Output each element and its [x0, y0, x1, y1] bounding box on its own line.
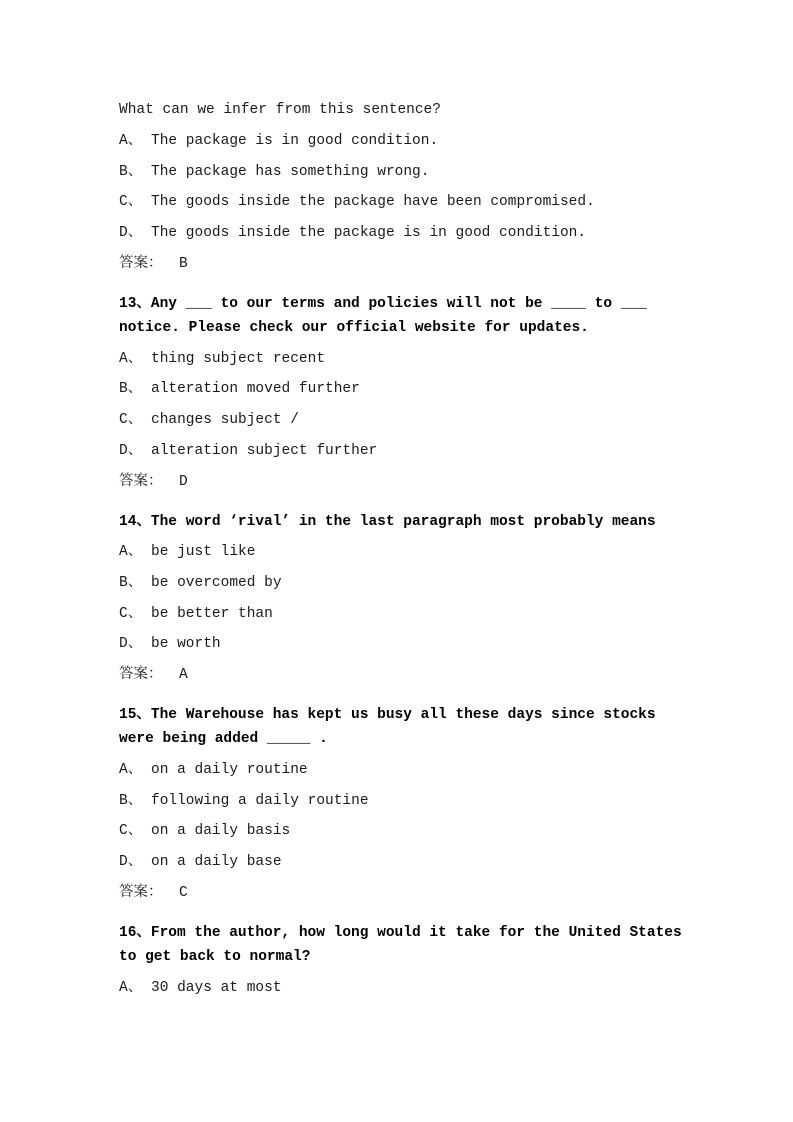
answer-value: C [179, 885, 188, 901]
option-text: on a daily base [151, 854, 282, 870]
option-c [119, 410, 299, 430]
option-a [119, 131, 438, 151]
answer-value: A [179, 667, 188, 683]
answer-line [119, 254, 188, 274]
option-letter: D、 [119, 225, 143, 241]
option-letter: B、 [119, 575, 143, 591]
answer-label: 答案： [119, 474, 163, 490]
option-d [119, 223, 586, 243]
option-text: on a daily basis [151, 823, 291, 839]
option-text: The goods inside the package is in good condition. [151, 225, 587, 241]
option-letter: C、 [119, 823, 143, 839]
option-letter: B、 [119, 793, 143, 809]
option-d [119, 852, 282, 872]
option-b [119, 379, 360, 399]
answer-value: B [179, 256, 188, 272]
question-stem: 15、The Warehouse has kept us busy all these days since stocks were being added _____ . [119, 707, 656, 747]
option-a [119, 760, 308, 780]
option-letter: C、 [119, 606, 143, 622]
option-text: be just like [151, 544, 256, 560]
option-text: alteration moved further [151, 381, 360, 397]
option-letter: D、 [119, 443, 143, 459]
question-stem: 14、The word ‘rival’ in the last paragraph most probably means [119, 514, 656, 530]
option-letter: C、 [119, 194, 143, 210]
option-a [119, 542, 255, 562]
option-c [119, 604, 273, 624]
option-c [119, 192, 595, 212]
option-text: following a daily routine [151, 793, 369, 809]
option-c [119, 821, 290, 841]
option-letter: C、 [119, 412, 143, 428]
option-text: be overcomed by [151, 575, 282, 591]
answer-label: 答案： [119, 256, 163, 272]
option-text: on a daily routine [151, 762, 308, 778]
answer-label: 答案： [119, 667, 163, 683]
option-letter: B、 [119, 164, 143, 180]
option-text: The package has something wrong. [151, 164, 430, 180]
option-letter: A、 [119, 544, 143, 560]
option-d [119, 634, 221, 654]
option-letter: D、 [119, 854, 143, 870]
option-b [119, 162, 429, 182]
option-text: The goods inside the package have been compromised. [151, 194, 595, 210]
option-text: changes subject / [151, 412, 299, 428]
option-letter: A、 [119, 133, 143, 149]
option-a [119, 349, 325, 369]
option-letter: B、 [119, 381, 143, 397]
answer-line [119, 883, 188, 903]
option-a [119, 978, 282, 998]
option-letter: D、 [119, 636, 143, 652]
option-text: The package is in good condition. [151, 133, 439, 149]
option-letter: A、 [119, 980, 143, 996]
option-text: thing subject recent [151, 351, 326, 367]
option-text: 30 days at most [151, 980, 282, 996]
option-b [119, 791, 369, 811]
option-d [119, 441, 377, 461]
option-text: be better than [151, 606, 273, 622]
option-text: alteration subject further [151, 443, 378, 459]
question-stem: 16、From the author, how long would it take for the United States to get back to normal? [119, 925, 682, 965]
answer-label: 答案： [119, 885, 163, 901]
answer-line [119, 472, 188, 492]
question-stem: What can we infer from this sentence? [119, 102, 441, 118]
option-text: be worth [151, 636, 221, 652]
option-letter: A、 [119, 351, 143, 367]
answer-line [119, 665, 188, 685]
option-b [119, 573, 282, 593]
question-stem: 13、Any ___ to our terms and policies will not be ____ to ___ notice. Please check our official website for updates. [119, 296, 647, 336]
option-letter: A、 [119, 762, 143, 778]
answer-value: D [179, 474, 188, 490]
